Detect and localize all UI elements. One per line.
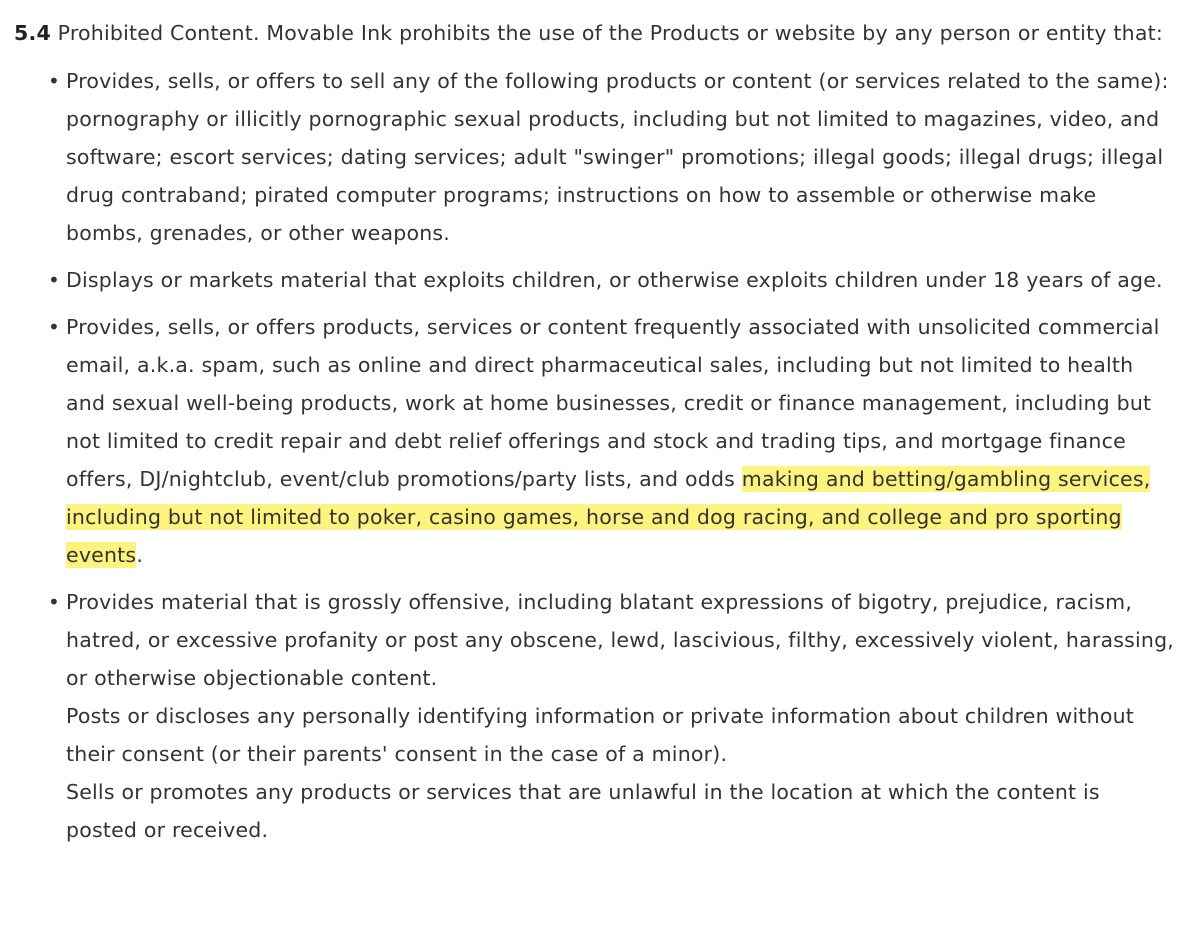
- list-item-text-before-highlight: Provides, sells, or offers products, services or content frequently associated with unsolicited commercial email, a.k.a. spam, such as online and direct pharmaceutical sales, including but not limited to health and sexual well-being products, work at home businesses, credit or finance management, including but not limited to credit repair and debt relief offerings and stock and trading tips, and mortgage finance offers, DJ/nightclub, event/club promotions/party lists, and odds: [66, 315, 1160, 491]
- section-number: 5.4: [14, 21, 51, 45]
- list-item: [14, 62, 1176, 252]
- list-item-text: Provides, sells, or offers to sell any of the following products or content (or services related to the same): pornography or illicitly pornographic sexual products, including but not limited to magazines, video, and software; escort services; dating services; adult "swinger" promotions; illegal goods; illegal drugs; illegal drug contraband; pirated computer programs; instructions on how to assemble or otherwise make bombs, grenades, or other weapons.: [66, 69, 1169, 245]
- list-item: [14, 261, 1176, 299]
- bottom-spacer: [14, 858, 1176, 868]
- list-item-text: Provides material that is grossly offensive, including blatant expressions of bigotry, prejudice, racism, hatred, or excessive profanity or post any obscene, lewd, lascivious, filthy, excessively violent, harassing, or otherwise objectionable content.: [66, 590, 1175, 690]
- highlighted-text: making and betting/gambling services, including but not limited to poker, casino games, horse and dog racing, and college and pro sporting events: [66, 467, 1151, 567]
- section-intro-paragraph: [14, 14, 1176, 52]
- list-item-subparagraph: Sells or promotes any products or services that are unlawful in the location at which the content is posted or received.: [66, 780, 1100, 842]
- list-item: [14, 583, 1176, 849]
- list-item-text: Displays or markets material that exploits children, or otherwise exploits children under 18 years of age.: [66, 268, 1163, 292]
- list-item-text-after-highlight: .: [136, 543, 144, 567]
- list-item: [14, 308, 1176, 574]
- list-item-subparagraph: Posts or discloses any personally identifying information or private information about children without their consent (or their parents' consent in the case of a minor).: [66, 704, 1135, 766]
- section-heading-text: Prohibited Content. Movable Ink prohibits the use of the Products or website by any person or entity that:: [50, 21, 1163, 45]
- prohibited-content-list: [14, 62, 1176, 849]
